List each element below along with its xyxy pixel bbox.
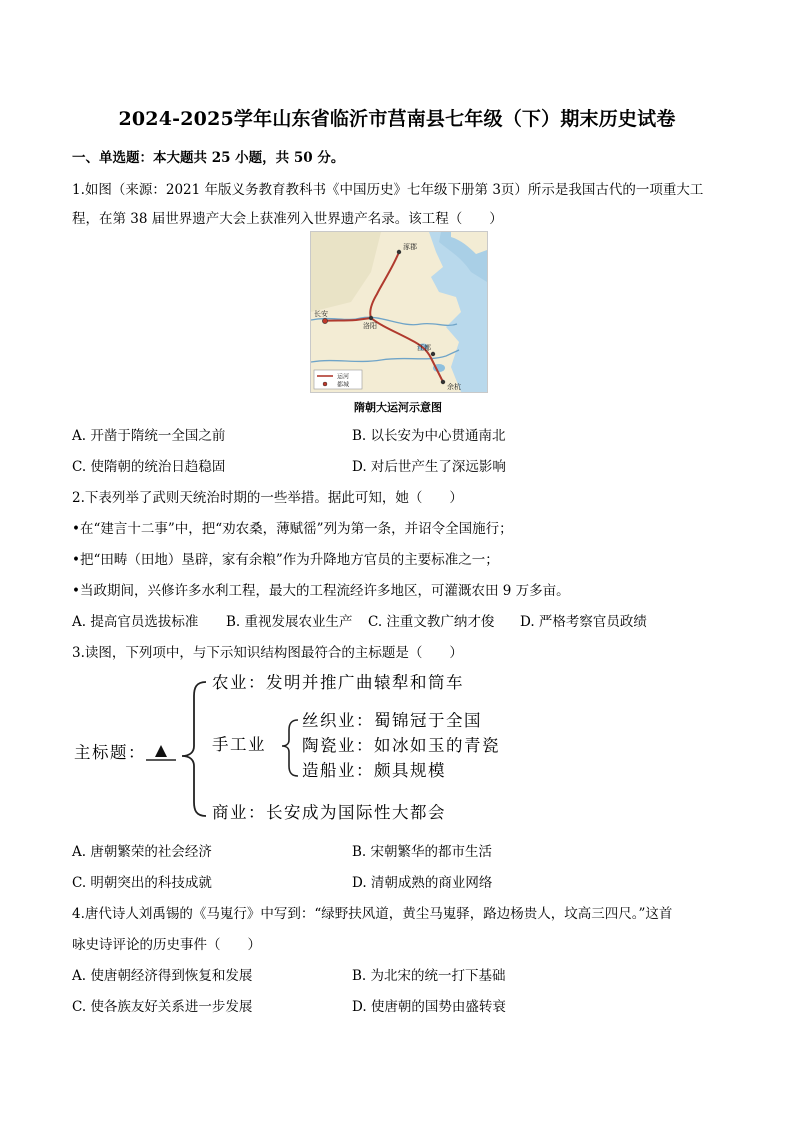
knowledge-structure-diagram	[70, 664, 540, 830]
q2-bullet-3: •当政期间，兴修许多水利工程，最大的工程流经许多地区，可灌溉农田 9 万多亩。	[72, 583, 570, 599]
map-label-zhuojun: 涿郡	[403, 243, 417, 251]
diagram-commerce: 商业：长安成为国际性大都会	[212, 803, 446, 822]
q2-stem: 2.下表列举了武则天统治时期的一些举措。据此可知，她（ ）	[72, 490, 463, 506]
map-legend-capital: 都城	[337, 381, 350, 389]
q4-stem-line1: 4.唐代诗人刘禹锡的《马嵬行》中写到：“绿野扶风道，黄尘马嵬驿，路边杨贵人，坟高三四尺。”这首	[72, 906, 673, 922]
q4-stem-line2: 咏史诗评论的历史事件（ ）	[72, 937, 261, 953]
section-heading: 一、单选题：本大题共 25 小题，共 50 分。	[72, 150, 345, 166]
q1-option-d[interactable]: D. 对后世产生了深远影响	[352, 459, 506, 475]
q3-option-a[interactable]: A. 唐朝繁荣的社会经济	[72, 844, 212, 860]
q1-option-a[interactable]: A. 开凿于隋统一全国之前	[72, 428, 226, 444]
diagram-porcelain: 陶瓷业：如冰如玉的青瓷	[302, 736, 500, 755]
q3-option-d[interactable]: D. 清朝成熟的商业网络	[352, 875, 493, 891]
q4-option-d[interactable]: D. 使唐朝的国势由盛转衰	[352, 999, 506, 1015]
triangle-icon	[155, 745, 167, 757]
q1-option-c[interactable]: C. 使隋朝的统治日趋稳固	[72, 459, 226, 475]
map-label-luoyang: 洛阳	[363, 322, 377, 330]
q4-option-b[interactable]: B. 为北宋的统一打下基础	[352, 968, 506, 984]
q4-option-a[interactable]: A. 使唐朝经济得到恢复和发展	[72, 968, 253, 984]
q1-option-b[interactable]: B. 以长安为中心贯通南北	[352, 428, 506, 444]
diagram-agriculture: 农业：发明并推广曲辕犁和筒车	[212, 673, 464, 692]
q3-option-b[interactable]: B. 宋朝繁华的都市生活	[352, 844, 493, 860]
q2-option-c[interactable]: C. 注重文教广纳才俊	[368, 614, 495, 630]
q2-option-d[interactable]: D. 严格考察官员政绩	[520, 614, 647, 630]
q4-option-c[interactable]: C. 使各族友好关系进一步发展	[72, 999, 253, 1015]
map-caption: 隋朝大运河示意图	[354, 401, 442, 414]
grand-canal-map	[310, 231, 488, 393]
diagram-handicraft: 手工业	[212, 735, 266, 754]
q2-option-a[interactable]: A. 提高官员选拔标准	[72, 614, 199, 630]
map-label-changan: 长安	[314, 310, 328, 318]
q2-bullet-2: •把“田畴（田地）垦辟，家有余粮”作为升降地方官员的主要标准之一；	[72, 552, 499, 568]
map-label-yuhang: 余杭	[447, 383, 461, 391]
q2-bullet-1: •在“建言十二事”中，把“劝农桑，薄赋徭”列为第一条，并诏令全国施行；	[72, 521, 513, 537]
q1-stem-line2: 程，在第 38 届世界遗产大会上获准列入世界遗产名录。该工程（ ）	[72, 211, 503, 227]
map-label-jiangdu: 江都	[417, 344, 431, 352]
q3-stem: 3.读图，下列项中，与下示知识结构图最符合的主标题是（ ）	[72, 645, 463, 661]
diagram-shipbuilding: 造船业：颇具规模	[302, 761, 446, 780]
diagram-silk: 丝织业：蜀锦冠于全国	[302, 711, 482, 730]
q1-stem-line1: 1.如图（来源：2021 年版义务教育教科书《中国历史》七年级下册第 3页）所示是我国古代的一项重大工	[72, 182, 704, 198]
q3-option-c[interactable]: C. 明朝突出的科技成就	[72, 875, 212, 891]
map-legend-canal: 运河	[337, 373, 350, 381]
exam-title: 2024-2025学年山东省临沂市莒南县七年级（下）期末历史试卷	[118, 108, 676, 130]
q2-option-b[interactable]: B. 重视发展农业生产	[226, 614, 353, 630]
diagram-main-label: 主标题：	[74, 743, 146, 762]
